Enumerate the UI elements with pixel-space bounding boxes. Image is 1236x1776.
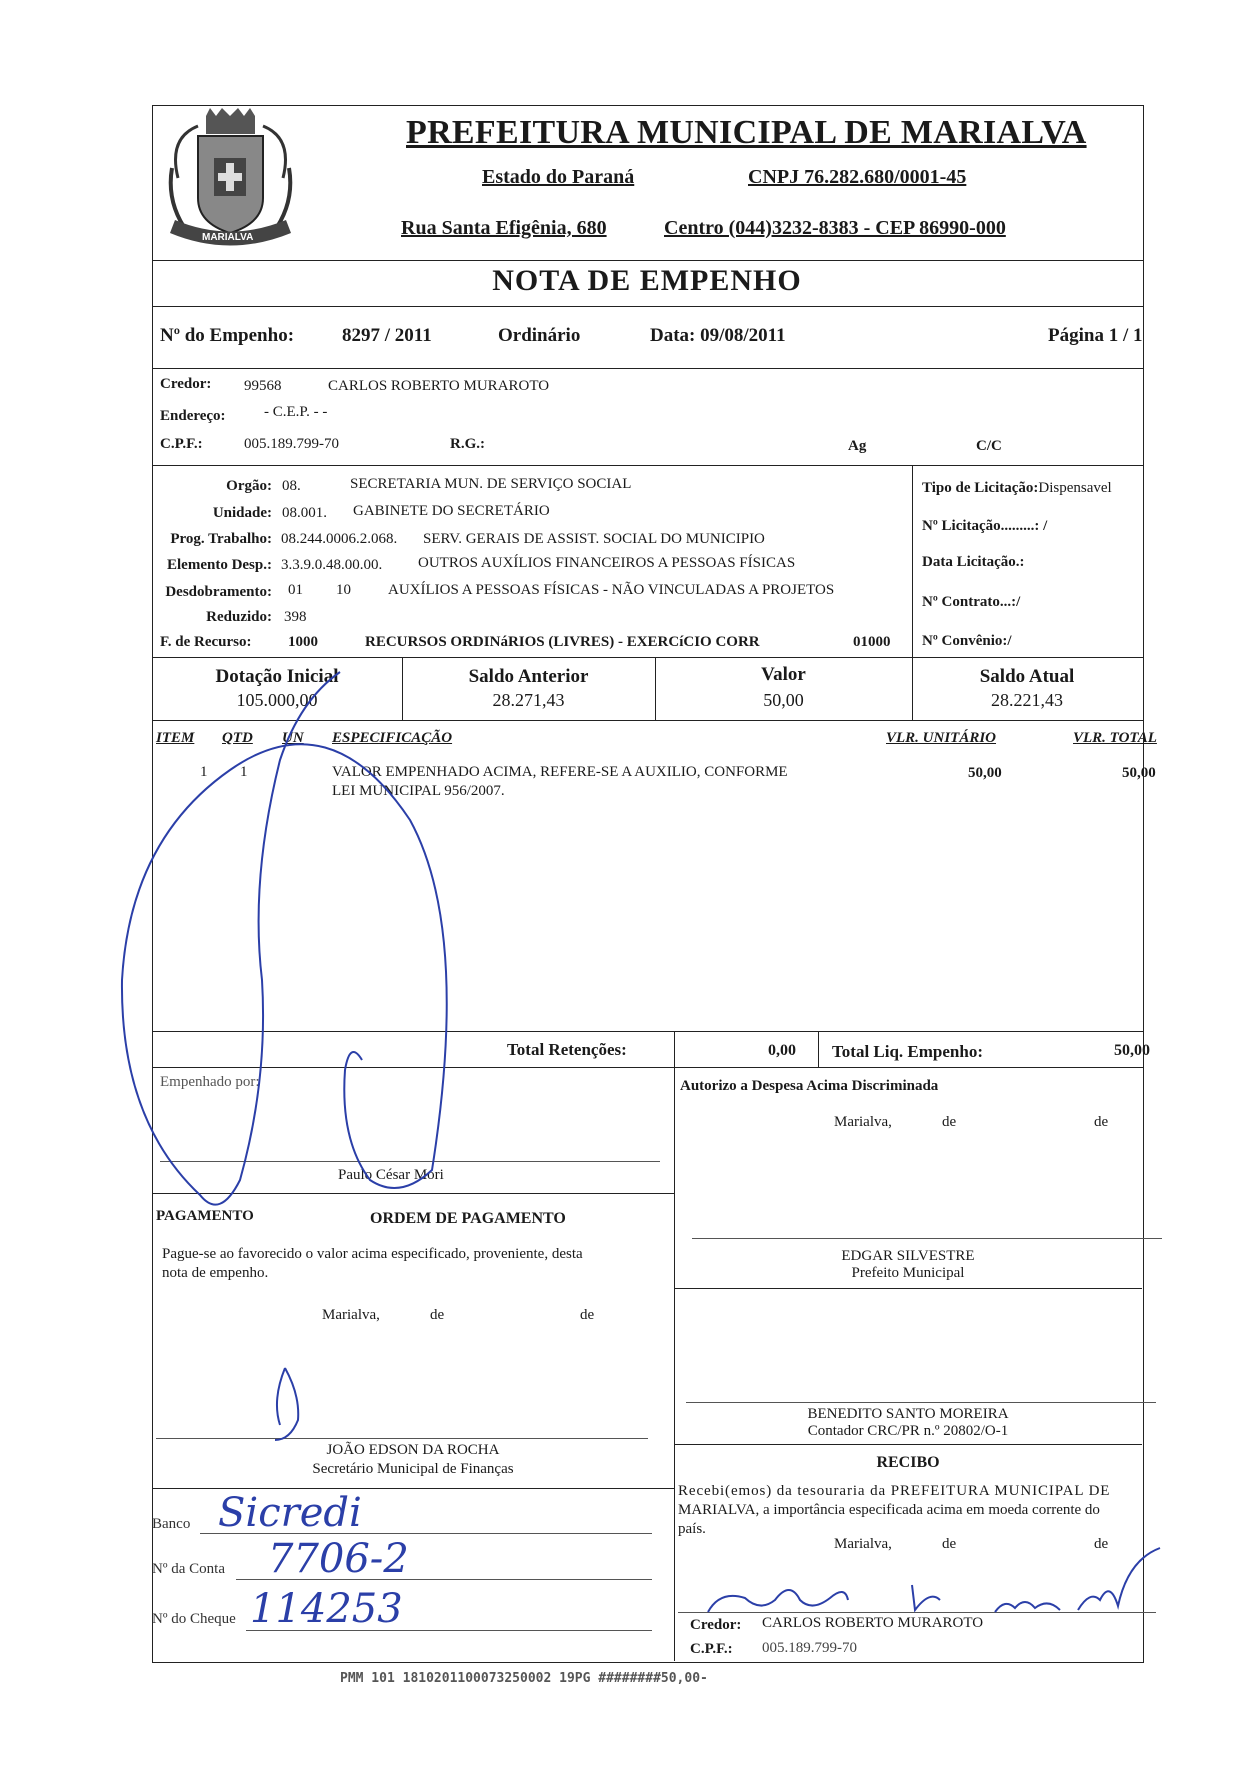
- desdobramento-name: AUXÍLIOS A PESSOAS FÍSICAS - NÃO VINCULADAS A PROJETOS: [388, 582, 835, 598]
- desdobramento-label: Desdobramento:: [165, 584, 272, 600]
- item-unit-value: 50,00: [968, 765, 1002, 781]
- dotacao-value: 105.000,00: [236, 690, 318, 710]
- recibo-cpf-label: C.P.F.:: [690, 1641, 733, 1657]
- saldo-anterior-label: Saldo Anterior: [468, 666, 589, 687]
- elemento-code: 3.3.9.0.48.00.00.: [281, 557, 383, 573]
- unidade-name: GABINETE DO SECRETÁRIO: [353, 503, 550, 519]
- saldo-atual-label: Saldo Atual: [979, 666, 1075, 687]
- cc-label: C/C: [976, 438, 1002, 454]
- header-address: Centro (044)3232-8383 - CEP 86990-000: [664, 217, 1006, 239]
- licitacao-type-label: Tipo de Licitação:: [922, 480, 1039, 496]
- address-value: - C.E.P. - -: [264, 404, 328, 420]
- col-item: ITEM: [156, 730, 195, 746]
- retencoes-label: Total Retenções:: [507, 1040, 627, 1059]
- header-title: PREFEITURA MUNICIPAL DE MARIALVA: [406, 114, 1087, 151]
- pagamento-signer-role: Secretário Municipal de Finanças: [312, 1461, 514, 1477]
- elemento-label: Elemento Desp.:: [167, 557, 272, 573]
- autorizo-de2: de: [1094, 1114, 1109, 1130]
- orgao-name: SECRETARIA MUN. DE SERVIÇO SOCIAL: [350, 476, 632, 492]
- banco-value: Sicredi: [218, 1490, 362, 1536]
- recibo-credor-label: Credor:: [690, 1617, 742, 1633]
- item-spec-line1: VALOR EMPENHADO ACIMA, REFERE-SE A AUXILIO, CONFORME: [332, 764, 788, 780]
- col-total: VLR. TOTAL: [1073, 730, 1157, 746]
- licitacao-type: [922, 480, 1112, 497]
- recibo-text-line3: país.: [678, 1521, 706, 1537]
- recurso-name: RECURSOS ORDINáRIOS (LIVRES) - EXERCíCIO CORR: [365, 634, 760, 650]
- prog-label: Prog. Trabalho:: [170, 531, 272, 547]
- liq-empenho-label: Total Liq. Empenho:: [832, 1042, 983, 1061]
- empenho-page: Página 1 / 1: [1048, 325, 1143, 346]
- empenho-label: Nº do Empenho:: [160, 325, 295, 346]
- rg-label: R.G.:: [450, 436, 485, 452]
- col-un: UN: [282, 730, 304, 746]
- dotacao-label: Dotação Inicial: [215, 666, 339, 687]
- pagamento-text-line2: nota de empenho.: [162, 1265, 269, 1281]
- empenhado-name: Paulo César Mori: [338, 1167, 444, 1183]
- recibo-text-line1: Recebi(emos) da tesouraria da PREFEITURA MUNICIPAL DE: [678, 1483, 1111, 1499]
- recurso-label: F. de Recurso:: [160, 634, 252, 650]
- item-qtd: 1: [240, 764, 248, 780]
- elemento-name: OUTROS AUXÍLIOS FINANCEIROS A PESSOAS FÍSICAS: [418, 555, 796, 571]
- reduzido-label: Reduzido:: [206, 609, 272, 625]
- credor-name: CARLOS ROBERTO MURAROTO: [328, 378, 550, 394]
- recibo-credor-name: CARLOS ROBERTO MURAROTO: [762, 1615, 984, 1631]
- ordem-pagamento-label: ORDEM DE PAGAMENTO: [370, 1210, 566, 1227]
- address-label: Endereço:: [160, 408, 226, 424]
- empenho-number: 8297 / 2011: [342, 325, 432, 346]
- prefeito-role: Prefeito Municipal: [851, 1265, 965, 1281]
- desdobramento-code1: 01: [288, 582, 303, 598]
- convenio-number: Nº Convênio:/: [922, 633, 1012, 649]
- ag-label: Ag: [848, 438, 867, 454]
- orgao-code: 08.: [282, 478, 301, 494]
- pagamento-text-line1: Pague-se ao favorecido o valor acima especificado, proveniente, desta: [162, 1246, 583, 1262]
- autorizo-de1: de: [942, 1114, 957, 1130]
- recurso-code2: 01000: [853, 634, 891, 650]
- empenho-date: Data: 09/08/2011: [650, 325, 786, 346]
- recibo-title: RECIBO: [876, 1454, 940, 1471]
- licitacao-type-value: Dispensavel: [1038, 480, 1112, 496]
- banco-label: Banco: [152, 1516, 191, 1532]
- header-state: Estado do Paraná: [482, 166, 635, 188]
- retencoes-value: 0,00: [768, 1042, 796, 1059]
- header-cnpj: CNPJ 76.282.680/0001-45: [748, 166, 967, 188]
- cheque-label: Nº do Cheque: [152, 1611, 236, 1627]
- barcode-text: PMM 101 1810201100073250002 19PG ########50,00-: [340, 1671, 708, 1686]
- empenhado-label: Empenhado por:: [160, 1074, 260, 1090]
- header-street: Rua Santa Efigênia, 680: [401, 217, 607, 239]
- cpf-label: C.P.F.:: [160, 436, 203, 452]
- prog-name: SERV. GERAIS DE ASSIST. SOCIAL DO MUNICIPIO: [423, 531, 765, 547]
- recurso-code: 1000: [288, 634, 318, 650]
- municipal-seal: [158, 108, 303, 258]
- valor-value: 50,00: [763, 690, 804, 710]
- contrato-number: Nº Contrato...:/: [922, 594, 1021, 610]
- valor-label: Valor: [761, 664, 806, 685]
- seal-ribbon-text: MARIALVA: [202, 232, 254, 243]
- empenho-type: Ordinário: [498, 325, 581, 346]
- prefeito-name: EDGAR SILVESTRE: [841, 1248, 975, 1264]
- autorizo-city: Marialva,: [834, 1114, 892, 1130]
- col-spec: ESPECIFICAÇÃO: [332, 730, 453, 746]
- recibo-cpf-value: 005.189.799-70: [762, 1640, 857, 1656]
- licitacao-number: Nº Licitação.........: /: [922, 518, 1048, 534]
- recibo-de2: de: [1094, 1536, 1109, 1552]
- orgao-label: Orgão:: [226, 478, 272, 494]
- licitacao-date: Data Licitação.:: [922, 554, 1025, 570]
- pagamento-label: PAGAMENTO: [156, 1208, 254, 1224]
- unidade-label: Unidade:: [212, 505, 272, 521]
- desdobramento-code2: 10: [336, 582, 351, 598]
- saldo-atual-value: 28.221,43: [991, 690, 1063, 710]
- cpf-value: 005.189.799-70: [244, 436, 339, 452]
- conta-label: Nº da Conta: [152, 1561, 225, 1577]
- saldo-anterior-value: 28.271,43: [492, 690, 565, 710]
- reduzido-value: 398: [284, 609, 307, 625]
- recibo-text-line2: MARIALVA, a importância especificada acima em moeda corrente do: [678, 1502, 1100, 1518]
- col-unit: VLR. UNITÁRIO: [886, 730, 997, 746]
- item-number: 1: [200, 764, 208, 780]
- recibo-de1: de: [942, 1536, 957, 1552]
- pagamento-city: Marialva,: [322, 1307, 380, 1323]
- autorizo-label: Autorizo a Despesa Acima Discriminada: [680, 1078, 939, 1094]
- credor-label: Credor:: [160, 376, 212, 392]
- unidade-code: 08.001.: [282, 505, 327, 521]
- pagamento-de1: de: [430, 1307, 445, 1323]
- recibo-city: Marialva,: [834, 1536, 892, 1552]
- contador-name: BENEDITO SANTO MOREIRA: [807, 1406, 1009, 1422]
- prog-code: 08.244.0006.2.068.: [281, 531, 398, 547]
- credor-code: 99568: [244, 378, 282, 394]
- doc-title: NOTA DE EMPENHO: [492, 264, 802, 297]
- item-total-value: 50,00: [1122, 765, 1156, 781]
- item-spec-line2: LEI MUNICIPAL 956/2007.: [332, 783, 505, 799]
- liq-empenho-value: 50,00: [1114, 1042, 1150, 1059]
- cheque-value: 114253: [250, 1586, 403, 1632]
- conta-value: 7706-2: [268, 1536, 409, 1582]
- contador-role: Contador CRC/PR n.º 20802/O-1: [807, 1423, 1009, 1439]
- col-qtd: QTD: [222, 730, 253, 746]
- pagamento-de2: de: [580, 1307, 595, 1323]
- pagamento-signer-name: JOÃO EDSON DA ROCHA: [326, 1442, 500, 1458]
